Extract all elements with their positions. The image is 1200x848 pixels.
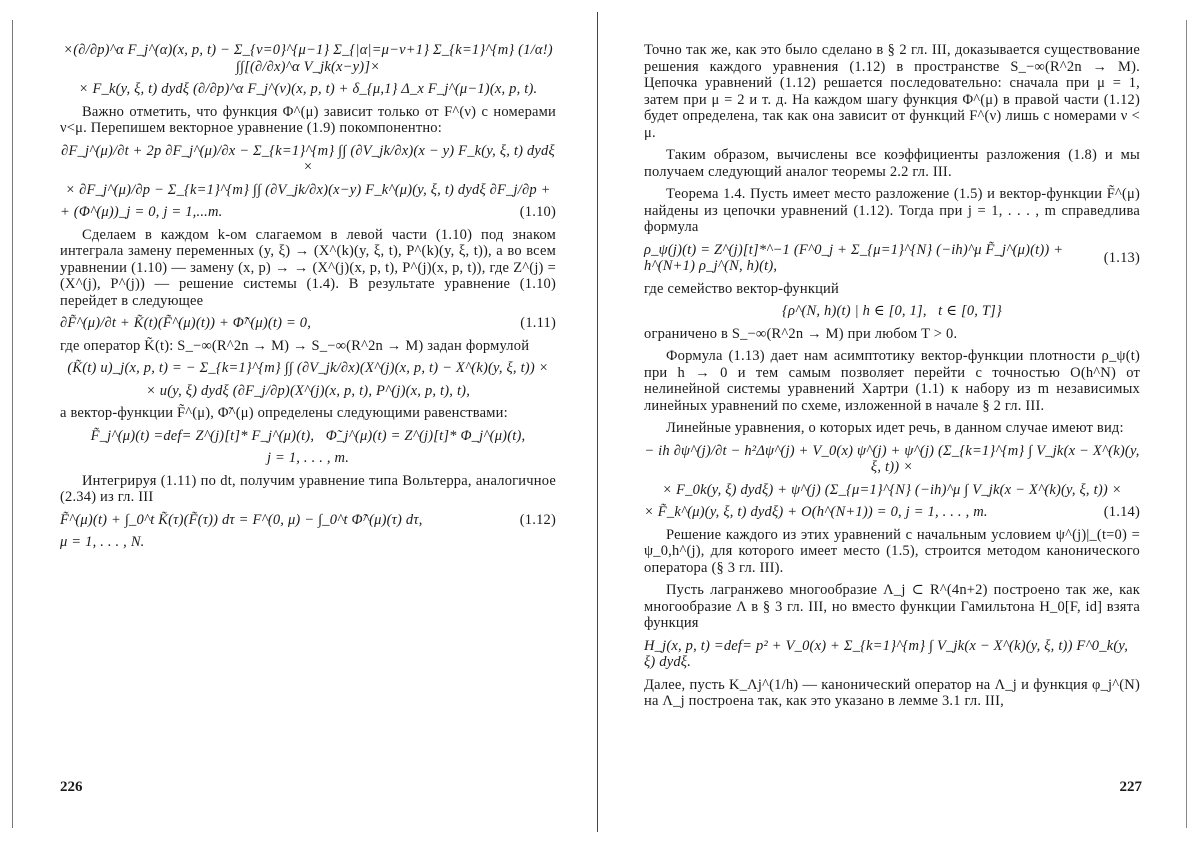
equation-body: + (Φ^(μ))_j = 0, j = 1,...m.	[60, 204, 223, 220]
equation-number: (1.14)	[1103, 504, 1140, 520]
equation-body: F̃^(μ)(t) + ∫_0^t K̃(τ)(F̃(τ)) dτ = F^(0, μ) − ∫_0^t Φ̃^(μ)(τ) dτ,	[60, 511, 423, 528]
left-page-number: 226	[60, 779, 83, 795]
formula-line: × u(y, ξ) dydξ (∂F_j/∂p)(X^(j)(x, p, t), P^(j)(x, p, t), t),	[145, 382, 471, 399]
paragraph: где оператор K̃(t): S_−∞(R^2n → M) → S_−∞(R^2n → M) задан формулой	[60, 337, 530, 354]
formula-line: − ih ∂ψ^(j)/∂t − h²Δψ^(j) + V_0(x) ψ^(j) + ψ^(j) (Σ_{k=1}^{m} ∫ V_jk(x − X^(k)(y, ξ, t)) ×	[644, 442, 1144, 475]
equation-number: (1.10)	[519, 204, 556, 220]
paragraph: Таким образом, вычислены все коэффициенты разложения (1.8) и мы получаем следующий аналог теоремы 2.2 гл. III.	[644, 147, 1140, 180]
right-page	[600, 0, 1200, 848]
formula-line: F̃_j^(μ)(t) =def= Z^(j)[t]* F_j^(μ)(t), Φ̃_j^(μ)(t) = Z^(j)[t]* Φ_j^(μ)(t),	[90, 427, 526, 444]
numbered-equation	[60, 315, 556, 332]
paragraph: а вектор-функции F̃^(μ), Φ̃^(μ) определены следующими равенствами:	[60, 405, 508, 421]
equation-body: × F̃_k^(μ)(y, ξ, t) dydξ) + O(h^(N+1)) = 0, j = 1, . . . , m.	[644, 504, 988, 520]
paragraph: Важно отметить, что функция Φ^(μ) зависит только от F^(ν) с номерами ν<μ. Перепишем векторное уравнение (1.9) покомпонентно:	[60, 103, 556, 136]
paragraph: где семейство вектор-функций	[644, 280, 839, 297]
paragraph: Точно так же, как это было сделано в § 2 гл. III, доказывается существование решения каждого уравнения (1.12) в пространстве S_−∞(R^2n → M). Цепочка уравнений (1.12) решается последовательно: сначала при μ = 1, затем при μ = 2 и т. д. На каждом шагу функция Φ^(μ) в правой части (1.12) будет определена, так как она зависит от функций F^(ν) лишь с номерами ν < μ.	[644, 42, 1140, 141]
right-page-number: 227	[1119, 779, 1142, 795]
formula-line: × F_0k(y, ξ) dydξ) + ψ^(j) (Σ_{μ=1}^{N} (−ih)^μ ∫ V_jk(x − X^(k)(y, ξ, t)) ×	[662, 481, 1122, 498]
paragraph: Теорема 1.4. Пусть имеет место разложение (1.5) и вектор-функции F̃^(μ) найдены из цепочки уравнений (1.12). Тогда при j = 1, . . . , m справедлива формула	[644, 186, 1140, 235]
formula-line: × ∂F_j^(μ)/∂p − Σ_{k=1}^{m} ∫∫ (∂V_jk/∂x)(x−y) F_k^(μ)(y, ξ, t) dydξ ∂F_j/∂p +	[65, 181, 551, 198]
formula-line: ×(∂/∂p)^α F_j^(α)(x, p, t) − Σ_{ν=0}^{μ−1} Σ_{|α|=μ−ν+1} Σ_{k=1}^{m} (1/α!) ∫∫[(∂/∂x)^α V_jk(x−y)]×	[63, 42, 557, 75]
equation-number: (1.12)	[519, 511, 556, 528]
numbered-equation	[60, 204, 556, 221]
formula-line: (K̃(t) u)_j(x, p, t) = − Σ_{k=1}^{m} ∫∫ (∂V_jk/∂x)(X^(j)(x, p, t) − X^(k)(y, ξ, t)) ×	[67, 360, 549, 376]
paragraph: Пусть лагранжево многообразие Λ_j ⊂ R^(4n+2) построено так же, как многообразие Λ в § 3 гл. III, но вместо функции Гамильтона H_0[F, id] взята функция	[644, 582, 1140, 631]
paragraph: Линейные уравнения, о которых идет речь, в данном случае имеют вид:	[666, 420, 1124, 436]
formula-line: {ρ^(N, h)(t) | h ∈ [0, 1], t ∈ [0, T]}	[781, 303, 1003, 319]
paragraph: Формула (1.13) дает нам асимптотику вектор-функции плотности ρ_ψ(t) при h → 0 и тем самым позволяет перейти с точностью O(h^N) от нелинейной системы уравнений Хартри (1.1) к набору из m независимых линейных уравнений по схеме, изложенной в начале § 2 гл. III.	[644, 348, 1140, 414]
equation-body: ∂F̃^(μ)/∂t + K̃(t)(F̃^(μ)(t)) + Φ̃^(μ)(t) = 0,	[60, 315, 312, 331]
numbered-equation	[644, 242, 1140, 275]
formula-line: H_j(x, p, t) =def= p² + V_0(x) + Σ_{k=1}^{m} ∫ V_jk(x − X^(k)(y, ξ, t)) F^0_k(y, ξ) dydξ.	[644, 637, 1132, 670]
paragraph: Сделаем в каждом k-ом слагаемом в левой части (1.10) под знаком интеграла замену переменных (y, ξ) → (X^(k)(y, ξ, t), P^(k)(y, ξ, t)), а во всем уравнении (1.10) — замену (x, p) → → (X^(j)(x, p, t), P^(j)(x, p, t)), где Z^(j) = (X^(j), P^(j)) — решение системы (1.4). В результате уравнение (1.10) перейдет в следующее	[60, 226, 556, 309]
left-page	[0, 0, 598, 848]
formula-line: j = 1, . . . , m.	[266, 450, 350, 466]
paragraph: Далее, пусть K_Λj^(1/h) — канонический оператор на Λ_j и функция φ_j^(N) на Λ_j построена так, как это указано в лемме 3.1 гл. III,	[644, 676, 1140, 709]
equation-number: (1.11)	[520, 315, 556, 331]
formula-line: μ = 1, . . . , N.	[60, 534, 145, 550]
formula-line: ∂F_j^(μ)/∂t + 2p ∂F_j^(μ)/∂x − Σ_{k=1}^{m} ∫∫ (∂V_jk/∂x)(x − y) F_k(y, ξ, t) dydξ ×	[61, 142, 559, 175]
equation-number: (1.13)	[1103, 249, 1140, 266]
numbered-equation	[60, 512, 556, 529]
paragraph: Интегрируя (1.11) по dt, получим уравнение типа Вольтерра, аналогичное (2.34) из гл. III	[60, 472, 556, 505]
paragraph: ограничено в S_−∞(R^2n → M) при любом T > 0.	[644, 325, 958, 342]
formula-line: × F_k(y, ξ, t) dydξ (∂/∂p)^α F_j^(ν)(x, p, t) + δ_{μ,1} Δ_x F_j^(μ−1)(x, p, t).	[78, 81, 538, 97]
equation-body: ρ_ψ(j)(t) = Z^(j)[t]*^−1 (F^0_j + Σ_{μ=1}^{N} (−ih)^μ F̃_j^(μ)(t)) + h^(N+1) ρ_j^(N, h)(t),	[644, 241, 1064, 274]
paragraph: Решение каждого из этих уравнений с начальным условием ψ^(j)|_(t=0) = ψ_0,h^(j), для которого имеет место (1.5), строится методом канонического оператора (§ 3 гл. III).	[644, 526, 1140, 576]
numbered-equation	[644, 504, 1140, 521]
